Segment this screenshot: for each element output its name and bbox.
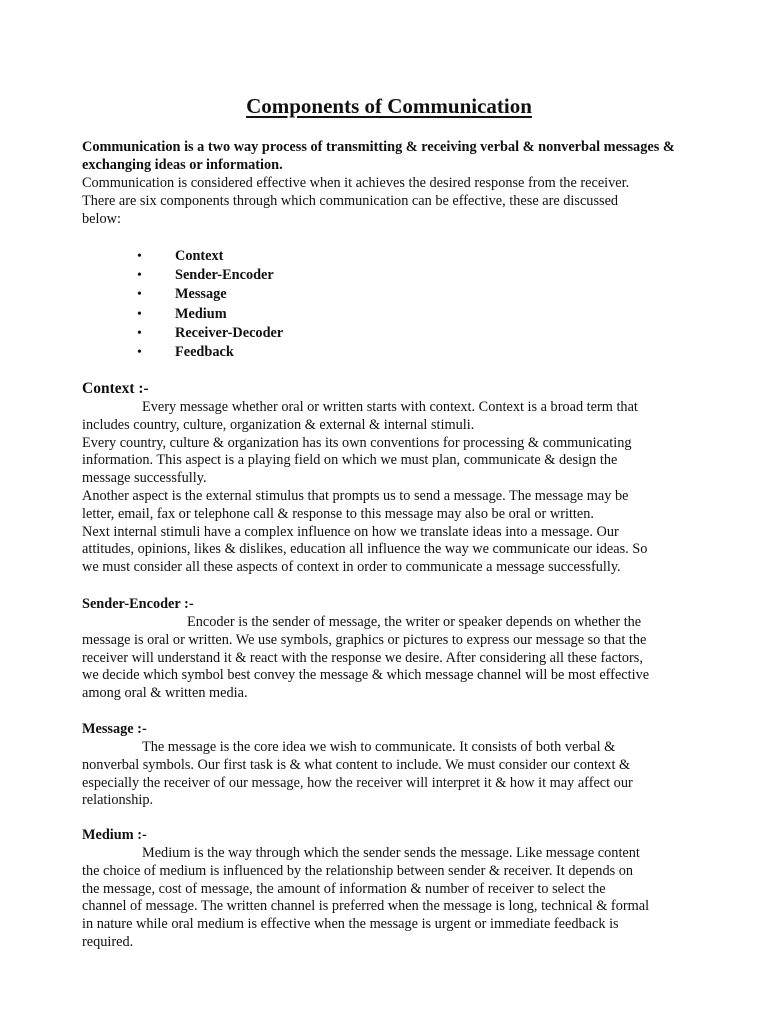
list-item-label: Feedback — [175, 343, 234, 360]
bullet-icon: • — [137, 306, 142, 322]
lead-paragraph: Communication is a two way process of transmitting & receiving verbal & nonverbal messages & exchanging ideas or information. — [82, 139, 675, 173]
list-item-label: Receiver-Decoder — [175, 324, 284, 341]
body-line: we must consider all these aspects of context in order to communicate a message successfully. — [82, 559, 621, 576]
body-line: required. — [82, 933, 134, 950]
intro-line: There are six components through which communication can be effective, these are discussed — [82, 192, 619, 209]
body-line: relationship. — [82, 792, 154, 809]
sender-encoder-body — [82, 614, 696, 703]
intro-line: below: — [82, 210, 121, 227]
body-line: Encoder is the sender of message, the writer or speaker depends on whether the — [187, 614, 642, 630]
body-line: attitudes, opinions, likes & dislikes, education all influence the way we communicate our ideas. So — [82, 541, 648, 558]
body-line: information. This aspect is a playing field on which we must plan, communicate & design the — [82, 452, 618, 469]
body-line: Every country, culture & organization has its own conventions for processing & communicating — [82, 434, 632, 451]
message-body — [82, 739, 696, 810]
bullet-icon: • — [137, 249, 142, 264]
context-body — [82, 399, 696, 577]
body-line: Every message whether oral or written starts with context. Context is a broad term that — [142, 399, 638, 415]
intro-line: Communication is considered effective when it achieves the desired response from the receiver. — [82, 175, 630, 191]
medium-heading: Medium :- — [82, 827, 147, 843]
list-item-context — [82, 247, 283, 266]
list-item-label: Medium — [175, 305, 227, 322]
body-line: letter, email, fax or telephone call & response to this message may also be oral or written. — [82, 505, 594, 522]
body-line: message successfully. — [82, 470, 207, 487]
bullet-icon: • — [137, 325, 142, 341]
body-line: in nature while oral medium is effective when the message is urgent or immediate feedback is — [82, 916, 619, 933]
message-section — [82, 719, 696, 810]
list-item-sender-encoder — [82, 266, 283, 285]
body-line: The message is the core idea we wish to communicate. It consists of both verbal & — [142, 739, 616, 755]
bullet-icon: • — [137, 344, 142, 360]
body-line: the choice of medium is influenced by the relationship between sender & receiver. It depends on — [82, 862, 634, 879]
sender-encoder-section — [82, 594, 696, 703]
list-item-label: Context — [175, 248, 224, 264]
body-line: we decide which symbol best convey the message & which message channel will be most effective — [82, 667, 650, 684]
list-item-label: Sender-Encoder — [175, 267, 274, 284]
components-list — [82, 247, 283, 362]
context-section — [82, 379, 696, 577]
body-line: channel of message. The written channel is preferred when the message is long, technical & formal — [82, 898, 650, 915]
bullet-icon: • — [137, 287, 142, 303]
body-line: Medium is the way through which the sender sends the message. Like message content — [142, 845, 640, 861]
context-heading: Context :- — [82, 380, 149, 397]
body-line: includes country, culture, organization & external & internal stimuli. — [82, 416, 475, 433]
medium-body — [82, 845, 696, 952]
body-line: Another aspect is the external stimulus that prompts us to send a message. The message may be — [82, 487, 629, 504]
intro-paragraph — [82, 175, 696, 228]
list-item-medium — [82, 305, 283, 324]
list-item-message — [82, 285, 283, 304]
bullet-icon: • — [137, 268, 142, 284]
body-line: among oral & written media. — [82, 685, 248, 702]
document-title: Components of Communication — [246, 94, 532, 118]
sender-encoder-heading: Sender-Encoder :- — [82, 596, 194, 612]
body-line: the message, cost of message, the amount of information & number of receiver to select the — [82, 880, 606, 897]
body-line: receiver will understand it & react with the response we desire. After considering all these factors, — [82, 649, 643, 666]
message-heading: Message :- — [82, 721, 147, 737]
medium-section — [82, 825, 696, 952]
list-item-feedback — [82, 343, 283, 362]
list-item-receiver-decoder — [82, 324, 283, 343]
body-line: especially the receiver of our message, how the receiver will interpret it & how it may affect our — [82, 774, 633, 791]
list-item-label: Message — [175, 286, 227, 303]
body-line: message is oral or written. We use symbols, graphics or pictures to express our message so that the — [82, 631, 647, 648]
body-line: nonverbal symbols. Our first task is & what content to include. We must consider our context & — [82, 756, 631, 773]
body-line: Next internal stimuli have a complex influence on how we translate ideas into a message. Our — [82, 523, 619, 540]
